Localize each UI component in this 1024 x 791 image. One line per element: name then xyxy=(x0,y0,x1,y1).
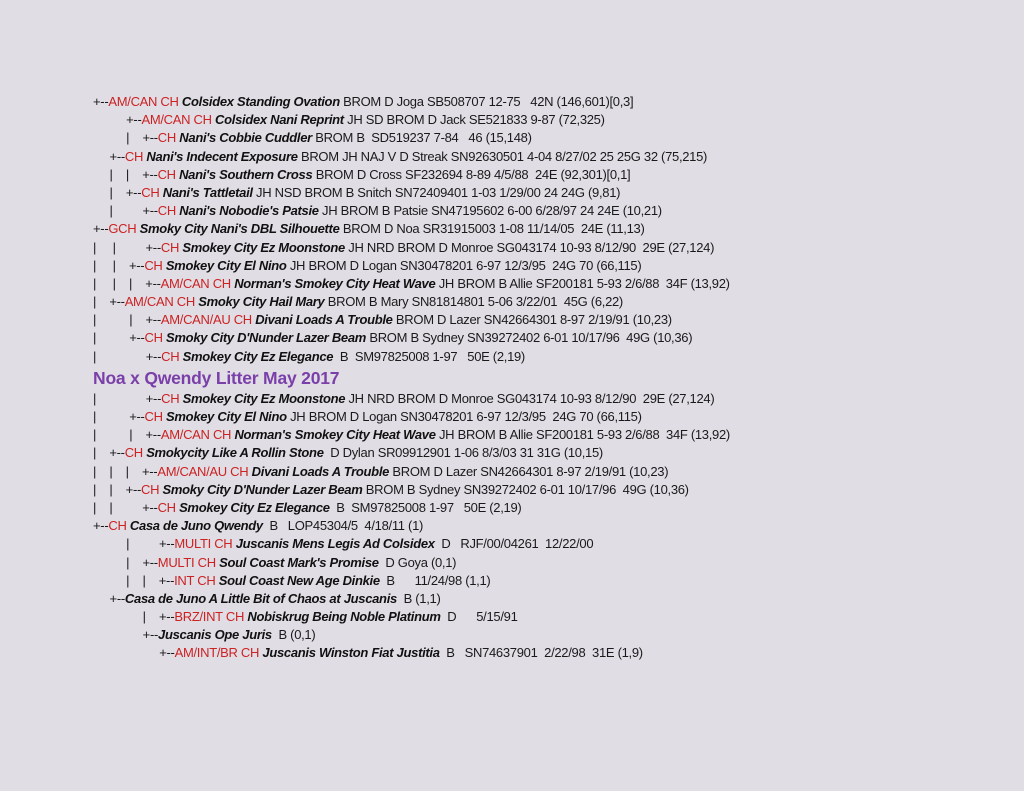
tree-connector: +-- xyxy=(93,627,159,643)
title-prefix: CH xyxy=(157,130,176,146)
pedigree-entry xyxy=(93,554,993,572)
dog-details: BROM D Lazer SN42664301 8-97 2/19/91 (10,23) xyxy=(389,463,669,479)
dog-details: JH BROM B Allie SF200181 5-93 2/6/88 34F (13,92) xyxy=(435,427,730,443)
tree-connector: | +-- xyxy=(93,348,162,364)
pedigree-entry xyxy=(93,463,993,481)
tree-connector: | | +-- xyxy=(93,239,161,255)
pedigree-entry xyxy=(93,608,993,626)
title-prefix: CH xyxy=(141,184,160,200)
dog-details: BROM B Sydney SN39272402 6-01 10/17/96 49G (10,36) xyxy=(362,481,689,497)
tree-connector: +-- xyxy=(93,221,109,237)
dog-details: BROM D Cross SF232694 8-89 4/5/88 24E (92,301)[0,1] xyxy=(312,166,631,182)
dog-name: Casa de Juno Qwendy xyxy=(129,518,263,534)
dog-name: Nani's Indecent Exposure xyxy=(146,148,298,164)
pedigree-entry xyxy=(93,426,993,444)
tree-connector: +-- xyxy=(93,518,109,534)
title-prefix: CH xyxy=(144,409,163,424)
tree-connector: +-- xyxy=(93,112,142,128)
pedigree-entry xyxy=(93,275,993,293)
title-prefix: AM/CAN/AU CH xyxy=(160,312,252,328)
title-prefix: GCH xyxy=(108,221,137,237)
pedigree-entry xyxy=(93,499,993,517)
title-prefix: CH xyxy=(124,445,143,461)
dog-name: Colsidex Standing Ovation xyxy=(181,94,340,109)
tree-connector: | +-- xyxy=(93,445,125,461)
dog-details: JH BROM D Logan SN30478201 6-97 12/3/95 24G 70 (66,115) xyxy=(286,409,642,424)
pedigree-entry xyxy=(93,202,993,220)
title-prefix: AM/CAN CH xyxy=(141,112,212,128)
title-prefix: AM/CAN CH xyxy=(160,275,231,291)
title-prefix: MULTI CH xyxy=(174,536,233,552)
tree-connector: +-- xyxy=(93,148,125,164)
dog-name: Norman's Smokey City Heat Wave xyxy=(234,275,436,291)
tree-connector: | | +-- xyxy=(93,257,145,273)
tree-connector: +-- xyxy=(93,590,125,606)
pedigree-entry xyxy=(93,644,993,662)
pedigree-entry xyxy=(93,535,993,553)
dog-name: Smokey City Ez Elegance xyxy=(179,499,330,515)
title-prefix: MULTI CH xyxy=(157,554,216,570)
title-prefix: CH xyxy=(144,257,163,273)
pedigree-entry xyxy=(93,293,993,311)
pedigree-entry xyxy=(93,166,993,184)
sire-pedigree xyxy=(93,93,993,366)
dog-name: Colsidex Nani Reprint xyxy=(215,112,344,128)
pedigree-entry xyxy=(93,93,993,111)
dog-details: D Goya (0,1) xyxy=(378,554,457,570)
title-prefix: AM/CAN CH xyxy=(160,427,232,443)
title-prefix: CH xyxy=(157,203,176,219)
pedigree-entry xyxy=(93,220,993,238)
title-prefix: CH xyxy=(157,166,176,182)
title-prefix: CH xyxy=(144,330,163,346)
dog-name: Soul Coast Mark's Promise xyxy=(219,554,379,570)
tree-connector: | | +-- xyxy=(93,166,158,182)
dam-pedigree xyxy=(93,390,993,663)
dog-name: Smoky City D'Nunder Lazer Beam xyxy=(162,481,363,497)
dog-details: JH NRD BROM D Monroe SG043174 10-93 8/12/90 29E (27,124) xyxy=(344,239,715,255)
dog-details: B (0,1) xyxy=(271,627,316,643)
tree-connector: | | +-- xyxy=(93,481,141,497)
dog-name: Smokycity Like A Rollin Stone xyxy=(146,445,324,461)
pedigree-entry xyxy=(93,590,993,608)
dog-details: BROM B SD519237 7-84 46 (15,148) xyxy=(311,130,532,146)
tree-connector: | +-- xyxy=(93,390,162,406)
pedigree-entry xyxy=(93,239,993,257)
pedigree-entry xyxy=(93,257,993,275)
pedigree-entry xyxy=(93,481,993,499)
pedigree-entry xyxy=(93,517,993,535)
dog-details: B SM97825008 1-97 50E (2,19) xyxy=(329,499,522,515)
dog-details: B SN74637901 2/22/98 31E (1,9) xyxy=(439,645,643,661)
pedigree-entry xyxy=(93,148,993,166)
dog-details: D RJF/00/04261 12/22/00 xyxy=(434,536,594,552)
dog-name: Nani's Tattletail xyxy=(162,184,253,200)
dog-name: Smokey City El Nino xyxy=(166,409,287,424)
pedigree-entry xyxy=(93,348,993,366)
dog-name: Nani's Nobodie's Patsie xyxy=(179,203,319,219)
pedigree-entry xyxy=(93,572,993,590)
dog-details: BROM B Mary SN81814801 5-06 3/22/01 45G (6,22) xyxy=(324,294,623,310)
dog-name: Nobiskrug Being Noble Platinum xyxy=(247,609,441,625)
tree-connector: | | | +-- xyxy=(93,463,158,479)
dog-name: Divani Loads A Trouble xyxy=(251,463,390,479)
dog-name: Smokey City Ez Moonstone xyxy=(182,239,345,255)
tree-connector: | +-- xyxy=(93,409,145,424)
dog-name: Smokey City Ez Elegance xyxy=(182,348,334,364)
tree-connector: | +-- xyxy=(93,330,145,346)
dog-name: Nani's Southern Cross xyxy=(179,166,313,182)
dog-details: JH BROM B Allie SF200181 5-93 2/6/88 34F (13,92) xyxy=(435,275,730,291)
dog-details: JH BROM B Patsie SN47195602 6-00 6/28/97 24 24E (10,21) xyxy=(318,203,662,219)
title-prefix: CH xyxy=(124,148,144,164)
dog-name: Juscanis Mens Legis Ad Colsidex xyxy=(235,536,435,552)
pedigree-entry xyxy=(93,184,993,202)
tree-connector: | | +-- xyxy=(93,427,161,443)
title-prefix: BRZ/INT CH xyxy=(174,609,245,625)
dog-details: B LOP45304/5 4/18/11 (1) xyxy=(262,518,424,534)
tree-connector: | +-- xyxy=(93,294,125,310)
litter-heading: Noa x Qwendy Litter May 2017 xyxy=(93,367,340,388)
dog-details: JH NSD BROM B Snitch SN72409401 1-03 1/29/00 24 24G (9,81) xyxy=(252,184,621,200)
title-prefix: CH xyxy=(157,499,176,515)
dog-name: Divani Loads A Trouble xyxy=(255,312,393,328)
title-prefix: CH xyxy=(141,481,160,497)
tree-connector: +-- xyxy=(93,94,109,109)
pedigree-entry xyxy=(93,311,993,329)
dog-details: JH BROM D Logan SN30478201 6-97 12/3/95 24G 70 (66,115) xyxy=(286,257,642,273)
dog-name: Smokey City El Nino xyxy=(165,257,287,273)
tree-connector: | +-- xyxy=(93,554,158,570)
dog-details: B 11/24/98 (1,1) xyxy=(379,572,491,588)
dog-name: Smoky City D'Nunder Lazer Beam xyxy=(166,330,367,346)
tree-connector: | +-- xyxy=(93,184,142,200)
dog-name: Smoky City Nani's DBL Silhouette xyxy=(139,221,340,237)
title-prefix: CH xyxy=(161,348,180,364)
dog-name: Smokey City Ez Moonstone xyxy=(182,390,346,406)
title-prefix: CH xyxy=(160,239,180,255)
title-prefix: CH xyxy=(108,518,127,534)
dog-details: D 5/15/91 xyxy=(440,609,518,625)
dog-name: Soul Coast New Age Dinkie xyxy=(218,572,380,588)
tree-connector: | +-- xyxy=(93,536,175,552)
pedigree-entry xyxy=(93,329,993,347)
dog-name: Casa de Juno A Little Bit of Chaos at Juscanis xyxy=(124,590,397,606)
tree-connector: | +-- xyxy=(93,130,158,146)
tree-connector: | | +-- xyxy=(93,572,175,588)
pedigree-entry xyxy=(93,129,993,147)
tree-connector: | | +-- xyxy=(93,499,158,515)
pedigree-entry xyxy=(93,390,993,408)
dog-name: Nani's Cobbie Cuddler xyxy=(179,130,312,146)
dog-details: BROM D Lazer SN42664301 8-97 2/19/91 (10,23) xyxy=(392,312,672,328)
dog-details: JH SD BROM D Jack SE521833 9-87 (72,325) xyxy=(343,112,605,128)
title-prefix: AM/INT/BR CH xyxy=(174,645,260,661)
dog-details: D Dylan SR09912901 1-06 8/3/03 31 31G (10,15) xyxy=(323,445,603,461)
dog-details: BROM B Sydney SN39272402 6-01 10/17/96 49G (10,36) xyxy=(366,330,693,346)
dog-details: B (1,1) xyxy=(396,590,441,606)
dog-name: Juscanis Ope Juris xyxy=(158,627,272,643)
title-prefix: INT CH xyxy=(174,572,216,588)
pedigree-entry xyxy=(93,626,993,644)
title-prefix: CH xyxy=(161,390,180,406)
title-prefix: AM/CAN CH xyxy=(124,294,195,310)
dog-details: BROM D Joga SB508707 12-75 42N (146,601)[0,3] xyxy=(339,94,634,109)
pedigree-entry xyxy=(93,408,993,426)
dog-name: Norman's Smokey City Heat Wave xyxy=(234,427,436,443)
tree-connector: | +-- xyxy=(93,609,175,625)
dog-details: B SM97825008 1-97 50E (2,19) xyxy=(333,348,525,364)
dog-name: Smoky City Hail Mary xyxy=(198,294,325,310)
pedigree-chart xyxy=(93,93,993,663)
title-prefix: AM/CAN CH xyxy=(108,94,179,109)
tree-connector: +-- xyxy=(93,645,175,661)
dog-details: JH NRD BROM D Monroe SG043174 10-93 8/12/90 29E (27,124) xyxy=(345,390,715,406)
pedigree-entry xyxy=(93,111,993,129)
dog-name: Juscanis Winston Fiat Justitia xyxy=(262,645,440,661)
dog-details: BROM D Noa SR31915003 1-08 11/14/05 24E (11,13) xyxy=(339,221,645,237)
pedigree-entry xyxy=(93,444,993,462)
title-prefix: AM/CAN/AU CH xyxy=(157,463,249,479)
tree-connector: | | | +-- xyxy=(93,275,161,291)
tree-connector: | +-- xyxy=(93,203,158,219)
dog-details: BROM JH NAJ V D Streak SN92630501 4-04 8/27/02 25 25G 32 (75,215) xyxy=(297,148,708,164)
tree-connector: | | +-- xyxy=(93,312,161,328)
